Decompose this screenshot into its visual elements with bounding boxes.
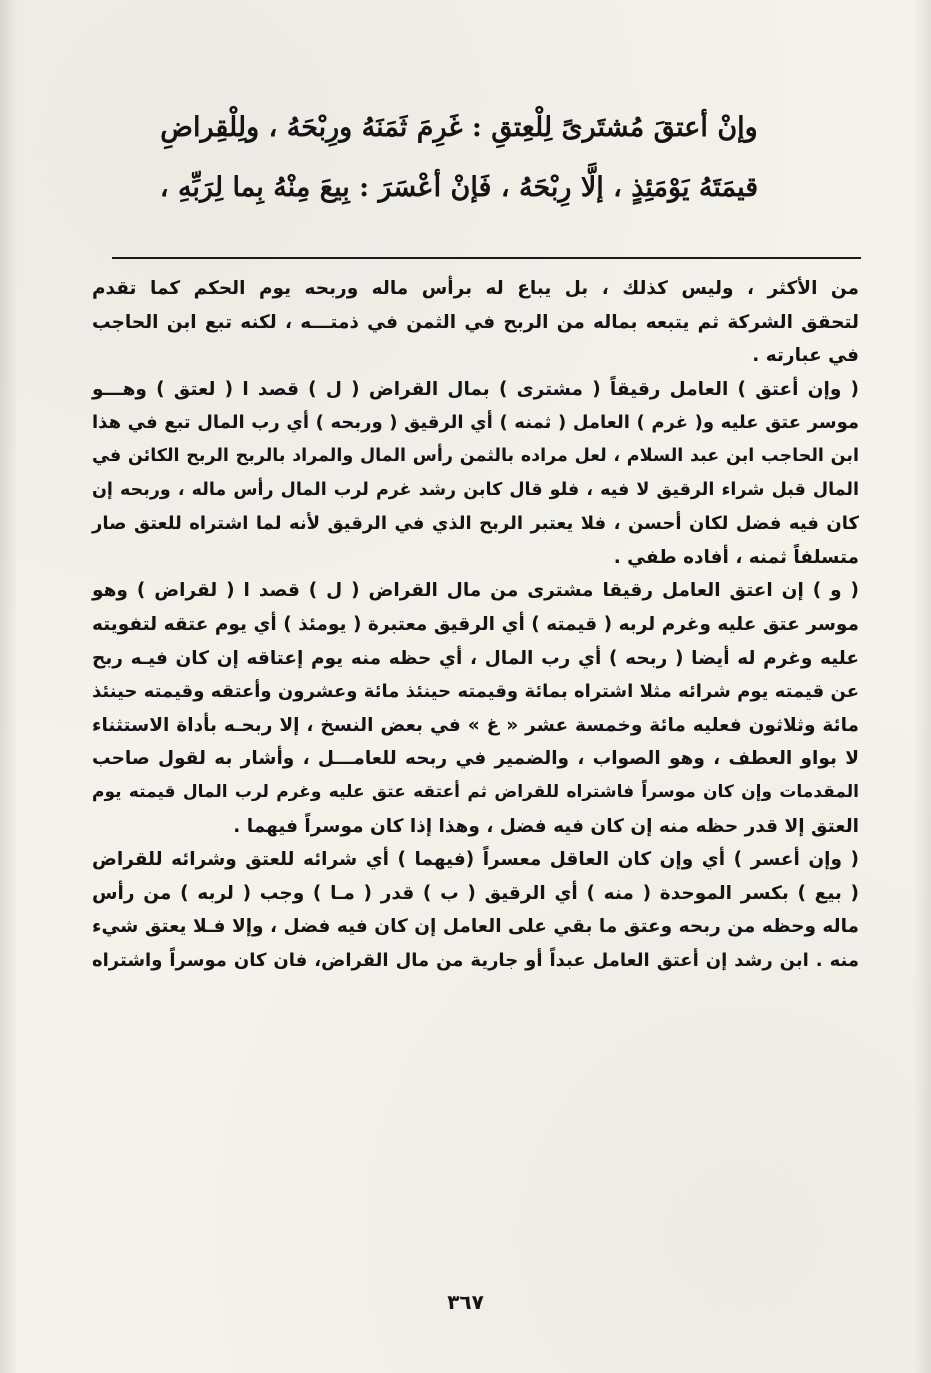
commentary-line: عن قيمته يوم شرائه مثلا اشتراه بمائة وقيمته حينئذ مائة وعشرون وأعتقه وقيمته حينئذ — [92, 681, 859, 703]
matn-line: قيمَتَهُ يَوْمَئِذٍ ، إلَّا رِبْحَهُ ، فَإنْ أعْسَرَ : بِيعَ مِنْهُ بِما لِرَبِّهِ ، — [159, 172, 759, 203]
section-divider — [112, 257, 861, 259]
commentary-paragraph — [92, 272, 859, 373]
commentary-line: ( و ) إن اعتق العامل رقيقا مشترى من مال القراض ( ل ) قصد ا ( لقراض ) وهو — [92, 580, 859, 602]
matn-block — [105, 98, 813, 218]
scan-edge-left — [0, 0, 18, 1373]
commentary-line: موسر عتق عليه وغرم لربه ( قيمته ) أي الرقيق معتبرة ( يومئذ ) أي يوم عتقه لتفويته — [92, 613, 859, 635]
commentary-line: ابن الحاجب ابن عبد السلام ، لعل مراده بالثمن رأس المال والمراد بالربح الربح الكائن في — [92, 445, 859, 466]
commentary-line: مائة وثلاثون فعليه مائة وخمسة عشر « غ » في بعض النسخ ، إلا ربحـه بأداة الاستثناء — [92, 714, 859, 736]
commentary-line: ( بيع ) بكسر الموحدة ( منه ) أي الرقيق ( ب ) قدر ( مـا ) وجب ( لربه ) من رأس — [92, 882, 859, 904]
commentary-paragraph — [92, 574, 859, 843]
commentary-line: متسلفاً ثمنه ، أفاده طفي . — [613, 546, 859, 568]
commentary-line: لتحقق الشركة ثم يتبعه بماله من الربح في الثمن في ذمتـــه ، لكنه تبع ابن الحاجب — [92, 311, 859, 333]
commentary-line: ( وإن أعسر ) أي وإن كان العاقل معسراً (فيهما ) أي شرائه للعتق وشرائه للقراض — [92, 849, 859, 871]
commentary-line: منه . ابن رشد إن أعتق العامل عبداً أو جارية من مال القراض، فان كان موسراً واشتراه — [92, 949, 859, 971]
page-number: ٣٦٧ — [447, 1290, 484, 1314]
commentary-line: المقدمات وإن كان موسراً فاشتراه للقراض ثم أعتقه عتق عليه وغرم لرب المال قيمته يوم — [92, 781, 859, 802]
commentary-line: في عبارته . — [752, 345, 859, 367]
commentary-line: ( وإن أعتق ) العامل رقيقاً ( مشترى ) بمال القراض ( ل ) قصد ا ( لعتق ) وهـــو — [92, 378, 859, 400]
matn-line: وإنْ أعتقَ مُشتَرىً لِلْعِتقِ : غَرِمَ ثَمَنَهُ ورِبْحَهُ ، ولِلْقِراضِ — [160, 112, 758, 143]
commentary-block — [92, 272, 859, 977]
commentary-line: عليه وغرم له أيضا ( ربحه ) أي رب المال ، أي حظه منه يوم إعتاقه إن كان فيـه ربح — [92, 647, 859, 669]
commentary-paragraph — [92, 843, 859, 977]
commentary-paragraph — [92, 373, 859, 575]
scan-edge-right — [913, 0, 931, 1373]
commentary-line: كان فيه فضل لكان أحسن ، فلا يعتبر الربح الذي في الرقيق لأنه لما اشتراه للعتق صار — [92, 513, 859, 535]
commentary-line: المال قبل شراء الرقيق لا فيه ، فلو قال كابن رشد غرم لرب المال رأس ماله ، وربحه إن — [92, 479, 859, 500]
commentary-line: ماله وحظه من ربحه وعتق ما بقي على العامل إن كان فيه فضل ، وإلا فـلا يعتق شيء — [92, 916, 859, 938]
commentary-line: لا بواو العطف ، وهو الصواب ، والضمير في ربحه للعامـــل ، وأشار به لقول صاحب — [92, 748, 859, 770]
commentary-line: موسر عتق عليه و( غرم ) العامل ( ثمنه ) أي الرقيق ( وربحه ) أي رب المال تبع في هذا — [92, 412, 859, 434]
commentary-line: العتق إلا قدر حظه منه إن كان فيه فضل ، وهذا إذا كان موسراً فيهما . — [233, 815, 859, 837]
commentary-line: من الأكثر ، وليس كذلك ، بل يباع له برأس ماله وربحه يوم الحكم كما تقدم — [92, 278, 859, 299]
